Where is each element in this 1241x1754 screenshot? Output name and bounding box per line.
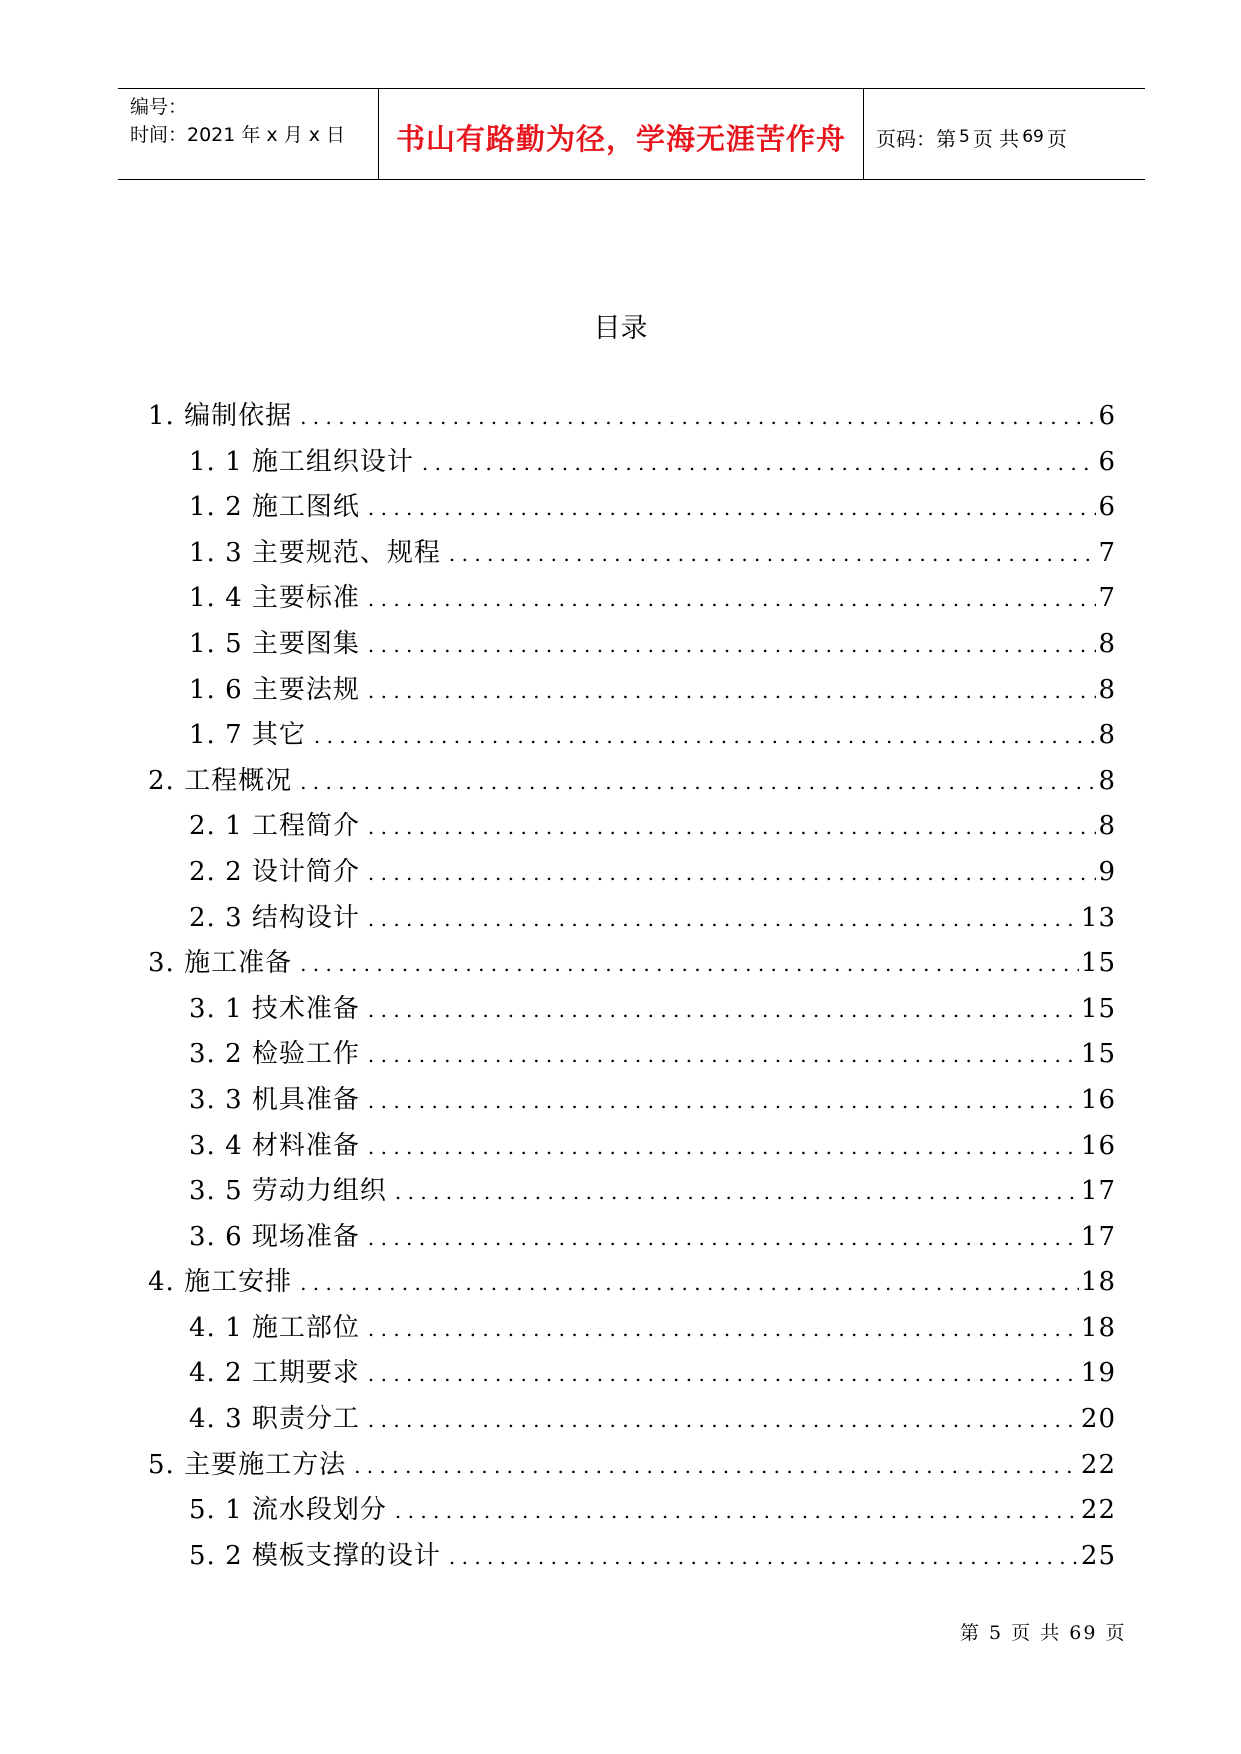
toc-title: 目录	[593, 313, 648, 344]
toc-leader-dots	[395, 1499, 1079, 1523]
toc-entry-page: 13	[1080, 902, 1116, 933]
toc-entry[interactable]	[148, 1216, 1116, 1262]
time-label: 时间：2021 年 x 月 x 日	[130, 124, 346, 146]
toc-leader-dots	[300, 770, 1096, 794]
toc-entry-label: 5. 主要施工方法	[148, 1449, 347, 1480]
toc-entry[interactable]	[148, 1535, 1116, 1581]
table-of-contents	[148, 395, 1116, 1580]
header-motto: 书山有路勤为径，学海无涯苦作舟	[379, 89, 864, 179]
toc-entry[interactable]	[148, 805, 1116, 851]
toc-entry-label: 1. 4 主要标准	[189, 583, 360, 614]
toc-entry[interactable]	[148, 988, 1116, 1034]
toc-entry[interactable]	[148, 897, 1116, 943]
toc-entry[interactable]	[148, 1079, 1116, 1125]
toc-entry-label: 4. 3 职责分工	[189, 1404, 360, 1435]
toc-leader-dots	[300, 405, 1096, 429]
toc-entry-page: 22	[1080, 1449, 1116, 1480]
toc-entry-label: 3. 3 机具准备	[189, 1084, 360, 1115]
toc-entry-label: 3. 1 技术准备	[189, 993, 360, 1024]
toc-entry-page: 6	[1098, 446, 1116, 477]
page-suffix: 页	[1046, 126, 1067, 151]
toc-entry[interactable]	[148, 669, 1116, 715]
toc-entry-label: 1. 3 主要规范、规程	[189, 537, 441, 568]
toc-entry-label: 2. 1 工程简介	[189, 811, 360, 842]
toc-entry-label: 4. 1 施工部位	[189, 1312, 360, 1343]
toc-leader-dots	[300, 952, 1079, 976]
toc-leader-dots	[354, 1454, 1079, 1478]
toc-entry-label: 3. 4 材料准备	[189, 1130, 360, 1161]
toc-entry-label: 4. 施工安排	[148, 1267, 293, 1298]
toc-entry-page: 8	[1098, 811, 1116, 842]
toc-entry[interactable]	[148, 577, 1116, 623]
toc-leader-dots	[368, 1226, 1079, 1250]
toc-leader-dots	[368, 907, 1079, 931]
toc-entry[interactable]	[148, 486, 1116, 532]
toc-leader-dots	[449, 542, 1097, 566]
toc-entry-label: 5. 1 流水段划分	[189, 1495, 387, 1526]
toc-entry[interactable]	[148, 532, 1116, 578]
toc-entry[interactable]	[148, 1170, 1116, 1216]
toc-entry-page: 15	[1080, 1039, 1116, 1070]
toc-entry-label: 1. 7 其它	[189, 720, 306, 751]
toc-entry-page: 6	[1098, 401, 1116, 431]
toc-entry[interactable]	[148, 1352, 1116, 1398]
toc-leader-dots	[368, 998, 1079, 1022]
toc-entry-page: 8	[1098, 628, 1116, 659]
toc-entry[interactable]	[148, 1033, 1116, 1079]
toc-entry-label: 3. 5 劳动力组织	[189, 1176, 387, 1207]
toc-entry[interactable]	[148, 395, 1116, 441]
toc-leader-dots	[368, 1043, 1079, 1067]
toc-entry-page: 18	[1080, 1267, 1116, 1298]
toc-entry-page: 15	[1080, 948, 1116, 979]
toc-entry-page: 22	[1080, 1495, 1116, 1526]
page-total: 69	[1022, 127, 1044, 147]
toc-leader-dots	[368, 496, 1097, 520]
document-header	[118, 88, 1145, 180]
toc-leader-dots	[368, 1408, 1079, 1432]
toc-leader-dots	[368, 1362, 1079, 1386]
toc-entry-page: 16	[1080, 1084, 1116, 1115]
page-footer: 第 5 页 共 69 页	[960, 1622, 1127, 1644]
toc-leader-dots	[368, 861, 1097, 885]
toc-entry[interactable]	[148, 623, 1116, 669]
toc-entry-label: 2. 2 设计简介	[189, 856, 360, 887]
toc-entry[interactable]	[148, 760, 1116, 806]
toc-leader-dots	[368, 587, 1097, 611]
toc-leader-dots	[368, 1135, 1079, 1159]
toc-entry[interactable]	[148, 942, 1116, 988]
page-current: 5	[959, 127, 970, 147]
toc-entry-page: 16	[1080, 1130, 1116, 1161]
header-page-info	[864, 89, 1145, 179]
toc-entry-label: 2. 3 结构设计	[189, 902, 360, 933]
toc-entry-page: 7	[1098, 537, 1116, 568]
toc-entry-page: 8	[1098, 674, 1116, 705]
toc-entry-page: 9	[1098, 856, 1116, 887]
toc-entry-label: 3. 6 现场准备	[189, 1221, 360, 1252]
toc-entry-page: 15	[1080, 993, 1116, 1024]
toc-entry[interactable]	[148, 1398, 1116, 1444]
toc-entry-page: 18	[1080, 1312, 1116, 1343]
toc-entry-page: 8	[1098, 765, 1116, 796]
toc-entry-label: 1. 编制依据	[148, 401, 293, 431]
toc-entry-label: 1. 5 主要图集	[189, 628, 360, 659]
toc-entry-label: 5. 2 模板支撑的设计	[189, 1540, 441, 1571]
toc-entry-label: 4. 2 工期要求	[189, 1358, 360, 1389]
toc-entry[interactable]	[148, 851, 1116, 897]
toc-entry-page: 7	[1098, 583, 1116, 614]
toc-entry[interactable]	[148, 714, 1116, 760]
header-meta	[118, 89, 379, 179]
toc-leader-dots	[449, 1545, 1079, 1569]
toc-entry-page: 25	[1080, 1540, 1116, 1571]
toc-entry-label: 1. 2 施工图纸	[189, 492, 360, 523]
page-mid: 页 共	[972, 126, 1020, 151]
toc-entry-page: 6	[1098, 492, 1116, 523]
toc-entry[interactable]	[148, 1261, 1116, 1307]
toc-entry-label: 1. 1 施工组织设计	[189, 446, 414, 477]
toc-leader-dots	[422, 451, 1097, 475]
toc-leader-dots	[300, 1271, 1079, 1295]
number-label: 编号：	[130, 96, 188, 118]
toc-leader-dots	[368, 1089, 1079, 1113]
toc-entry[interactable]	[148, 1444, 1116, 1490]
toc-entry[interactable]	[148, 1125, 1116, 1171]
toc-entry-page: 17	[1080, 1176, 1116, 1207]
toc-leader-dots	[368, 633, 1097, 657]
toc-entry[interactable]	[148, 1307, 1116, 1353]
toc-leader-dots	[368, 815, 1097, 839]
toc-leader-dots	[368, 1317, 1079, 1341]
toc-entry-label: 3. 2 检验工作	[189, 1039, 360, 1070]
toc-entry-page: 19	[1080, 1358, 1116, 1389]
toc-entry-label: 1. 6 主要法规	[189, 674, 360, 705]
toc-entry[interactable]	[148, 441, 1116, 487]
toc-entry-label: 2. 工程概况	[148, 765, 293, 796]
toc-entry[interactable]	[148, 1489, 1116, 1535]
toc-leader-dots	[395, 1180, 1079, 1204]
page-prefix: 页码：第	[876, 126, 956, 151]
toc-entry-page: 17	[1080, 1221, 1116, 1252]
toc-leader-dots	[314, 724, 1097, 748]
toc-leader-dots	[368, 679, 1097, 703]
toc-entry-page: 20	[1080, 1404, 1116, 1435]
toc-entry-page: 8	[1098, 720, 1116, 751]
toc-entry-label: 3. 施工准备	[148, 948, 293, 979]
